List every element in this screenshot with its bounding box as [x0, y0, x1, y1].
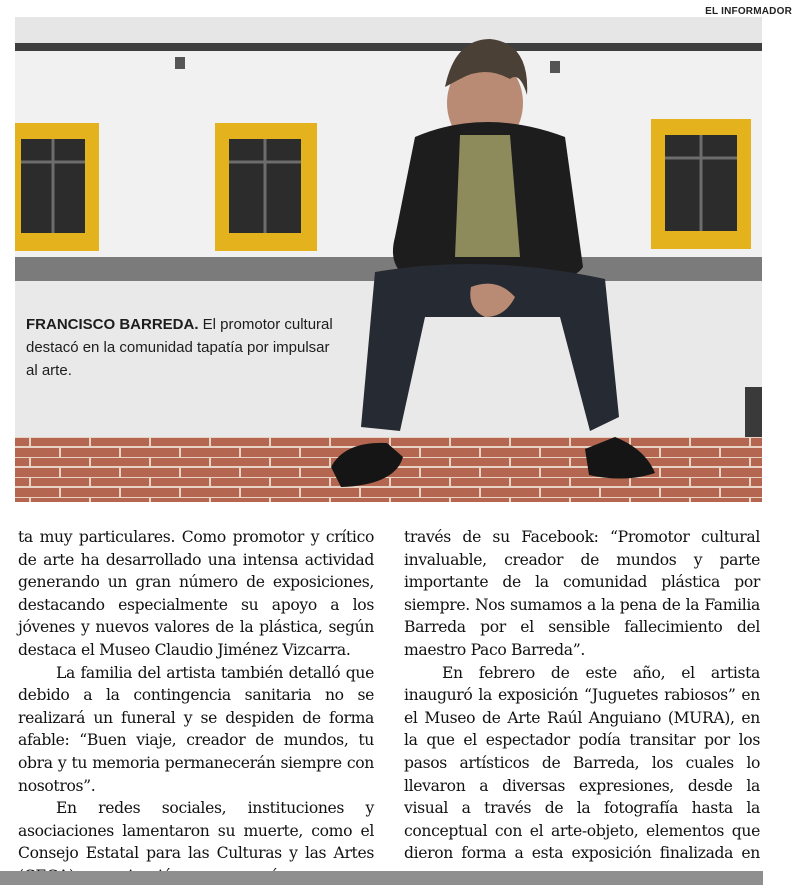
photo-caption: [26, 313, 341, 382]
caption-text: El promotor cultural destacó en la comunidad tapatía por impulsar al arte.: [26, 316, 333, 379]
paragraph: La familia del artista también detalló que debido a la contingencia sanitaria no se realizará un funeral y se despiden de forma afable: “Buen viaje, creador de mundos, tu obra y tu memoria permanecerán siempre con nosotros”.: [18, 663, 374, 795]
paragraph: En redes sociales, instituciones y asociaciones lamentaron su muerte, como el Consejo Estatal para las Culturas y las Artes: [18, 799, 374, 863]
footer-rule: [0, 871, 763, 885]
news-photo: [15, 17, 762, 502]
photo-credit: EL INFORMADOR: [705, 6, 792, 17]
photo-illustration: [15, 17, 762, 502]
article-column-right: [404, 526, 760, 888]
article-column-left: [18, 526, 374, 888]
window-left: [15, 123, 99, 251]
window-right: [651, 119, 751, 249]
paragraph: En febrero de este año, el artista inauguró la exposición “Juguetes rabiosos” en el Museo de Arte Raúl Anguiano (MURA), en la que el espectador podía transitar por los pasos artísticos de Barreda, los cuales lo llevaron a diversas expresiones, desde la visual a través de la fotografía hasta la conceptual con el arte-objeto, elementos que dieron forma a esta exposición finalizada en: [404, 663, 760, 863]
caption-name: FRANCISCO BARREDA.: [26, 316, 199, 333]
paragraph: ta muy particulares. Como promotor y crítico de arte ha desarrollado una intensa actividad generando un gran número de exposiciones, destacando especialmente su apoyo a los jóvenes y nuevos valores de la plástica, según destaca el Museo Claudio Jiménez Vizcarra.: [18, 528, 374, 659]
window-middle: [215, 123, 317, 251]
paragraph: través de su Facebook: “Promotor cultural invaluable, creador de mundos y parte importante de la comunidad plástica por siempre. Nos sumamos a la pena de la Familia Barreda por el sensible fallecimiento del maestro Paco Barreda”.: [404, 528, 760, 659]
